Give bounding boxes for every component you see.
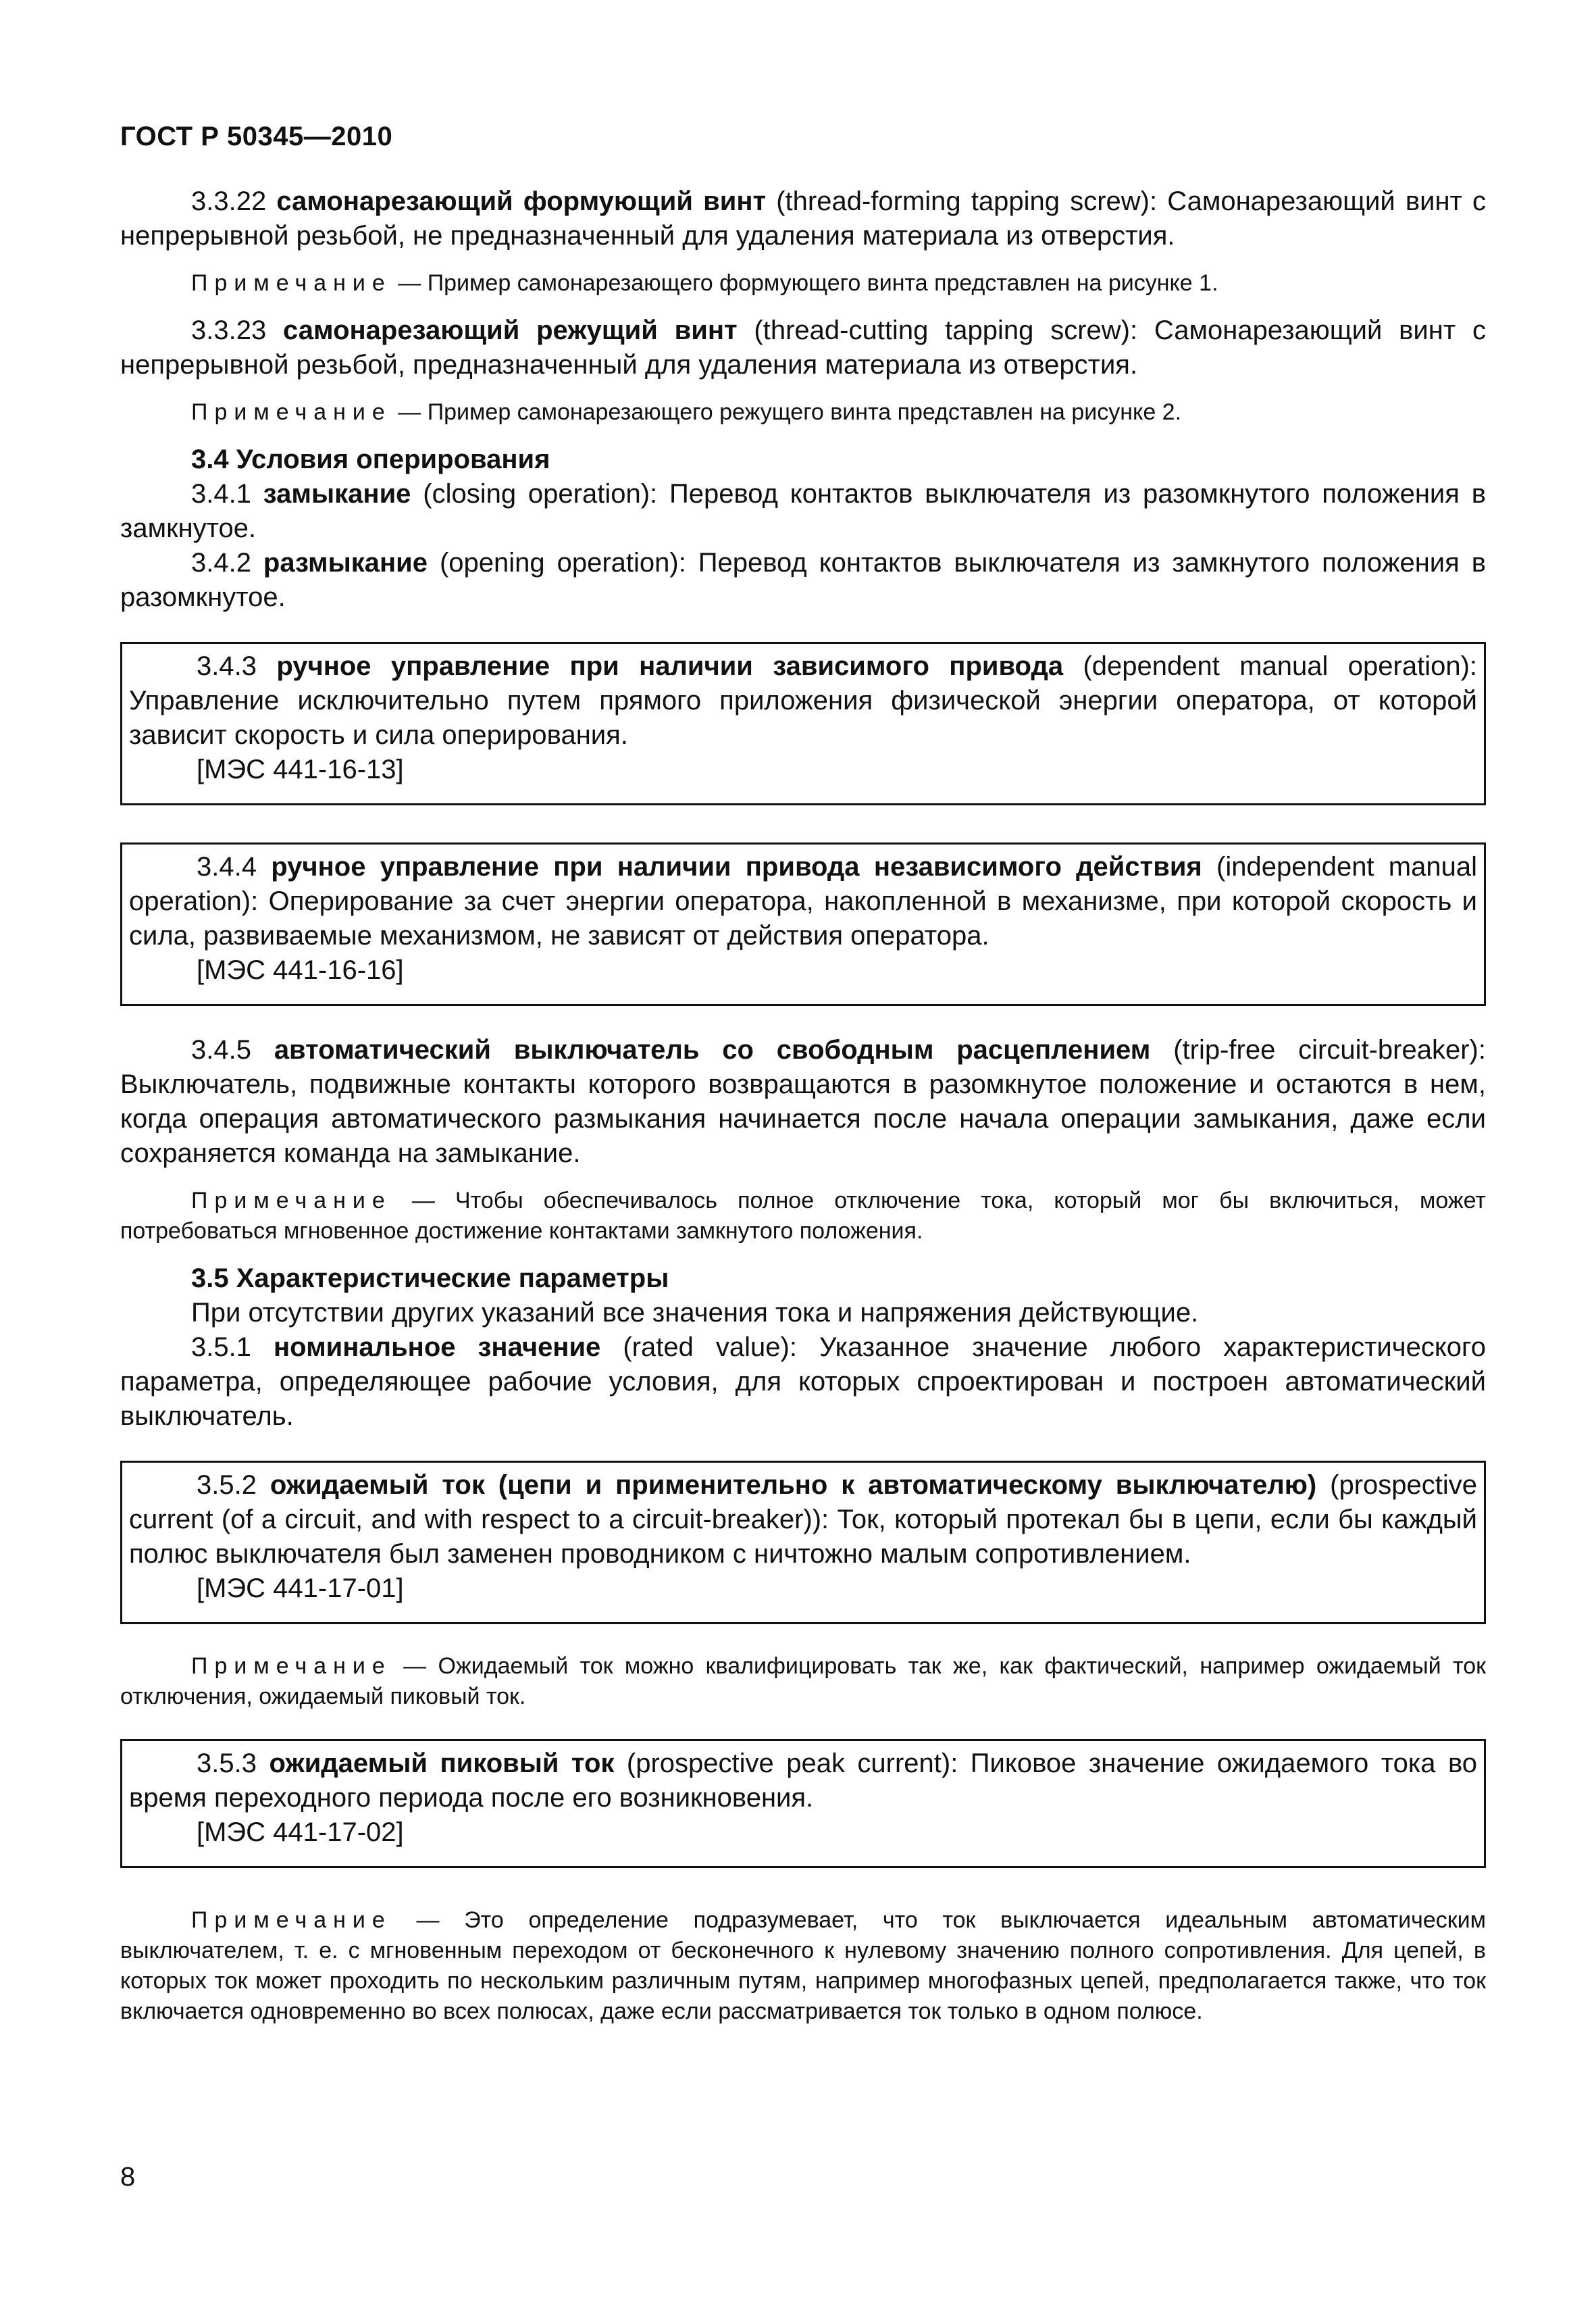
definition-3-4-5: [120, 1033, 1486, 1171]
clause-number: 3.4.4: [197, 852, 272, 882]
boxed-definition-3-5-3: [120, 1739, 1486, 1868]
note-3-3-22: [120, 268, 1486, 299]
term: самонарезающий режущий винт: [283, 316, 738, 345]
definition-3-3-23: [120, 313, 1486, 382]
clause-number: 3.3.22: [191, 186, 277, 216]
clause-number: 3.3.23: [191, 316, 284, 345]
iec-reference: [МЭС 441-17-02]: [197, 1817, 404, 1847]
term: номинальное значение: [274, 1332, 601, 1362]
term: размыкание: [263, 548, 428, 578]
clause-number: 3.5.3: [197, 1749, 269, 1778]
definition-text: (rated value): Указанное значение любого характеристического параметра, определяющее рабочие условия, для которых спроектирован и построен автоматический выключатель.: [120, 1332, 1487, 1431]
definition-text: (dependent manual operation): Управление исключительно путем прямого приложения физической энергии оператора, от которой зависит скорость и сила оперирования.: [129, 651, 1478, 750]
clause-number: 3.4.3: [197, 651, 277, 681]
definition-3-4-2: [120, 546, 1486, 615]
clause-number: 3.5.1: [191, 1332, 274, 1362]
term: ожидаемый ток (цепи и применительно к автоматическому выключателю): [269, 1470, 1317, 1500]
definition-3-5-3: [129, 1746, 1477, 1815]
clause-number: 3.5.2: [197, 1470, 270, 1500]
note-text: — Пример самонарезающего формующего винта представлен на рисунке 1.: [391, 270, 1218, 296]
boxed-definition-3-4-3: [120, 642, 1486, 805]
document-header: ГОСТ Р 50345—2010: [120, 122, 393, 151]
iec-reference: [МЭС 441-16-13]: [197, 755, 404, 784]
iec-reference: [МЭС 441-17-01]: [197, 1574, 404, 1603]
definition-3-3-22: [120, 184, 1486, 253]
definition-text: (independent manual operation): Оперирование за счет энергии оператора, накопленной в механизме, при которой скорость и сила, развиваемые механизмом, не зависят от действия оператора.: [129, 852, 1478, 951]
definition-3-4-1: [120, 477, 1486, 546]
definition-3-5-2: [129, 1468, 1477, 1571]
note-text: — Это определение подразумевает, что ток выключается идеальным автоматическим выключателем, т. е. с мгновенным переходом от бесконечного к нулевому значению полного сопротивления. Для цепей, в которых ток может проходить по нескольким различным путям, например многофазных цепей, предполагается также, что ток включается одновременно во всех полюсах, даже если рассматривается ток только в одном полюсе.: [120, 1907, 1486, 2024]
note-3-4-5: [120, 1186, 1486, 1247]
clause-number: 3.4.5: [191, 1035, 274, 1065]
clause-number: 3.4.2: [191, 548, 263, 578]
note-3-5-3: [120, 1905, 1486, 2027]
section-title-3-4: 3.4 Условия оперирования: [191, 445, 550, 474]
term: самонарезающий формующий винт: [276, 186, 767, 216]
term: замыкание: [263, 479, 411, 509]
page-number: 8: [120, 2162, 136, 2192]
note-3-3-23: [120, 397, 1486, 428]
note-label: Примечание: [191, 1907, 392, 1933]
boxed-definition-3-5-2: [120, 1461, 1486, 1624]
note-text: — Чтобы обеспечивалось полное отключение тока, который мог бы включиться, может потребоваться мгновенное достижение контактами замкнутого положения.: [120, 1188, 1486, 1244]
note-label: Примечание: [191, 399, 392, 425]
definition-text: (closing operation): Перевод контактов выключателя из разомкнутого положения в замкнутое.: [120, 479, 1486, 543]
term: ручное управление при наличии привода независимого действия: [271, 852, 1202, 882]
note-label: Примечание: [191, 270, 392, 296]
definition-text: (opening operation): Перевод контактов выключателя из замкнутого положения в разомкнутое.: [120, 548, 1487, 612]
definition-text: (prospective current (of a circuit, and with respect to a circuit-breaker)): Ток, который протекал бы в цепи, если бы каждый полюс выключателя был заменен проводником с ничтожно малым сопротивлением.: [129, 1470, 1478, 1569]
term: ожидаемый пиковый ток: [269, 1749, 615, 1778]
note-label: Примечание: [191, 1188, 392, 1213]
iec-reference: [МЭС 441-16-16]: [197, 955, 404, 985]
definition-text: (thread-forming tapping screw): Самонарезающий винт с непрерывной резьбой, не предназначенный для удаления материала из отверстия.: [120, 186, 1487, 251]
term: ручное управление при наличии зависимого привода: [276, 651, 1064, 681]
definition-3-4-3: [129, 649, 1477, 753]
note-text: — Пример самонарезающего режущего винта представлен на рисунке 2.: [391, 399, 1182, 425]
section-intro-3-5: При отсутствии других указаний все значения тока и напряжения действующие.: [191, 1298, 1199, 1328]
definition-3-5-1: [120, 1330, 1486, 1434]
note-text: — Ожидаемый ток можно квалифицировать так же, как фактический, например ожидаемый ток отключения, ожидаемый пиковый ток.: [120, 1653, 1486, 1709]
section-title-3-5: 3.5 Характеристические параметры: [191, 1263, 669, 1293]
note-label: Примечание: [191, 1653, 392, 1679]
definition-text: (prospective peak current): Пиковое значение ожидаемого тока во время переходного периода после его возникновения.: [129, 1749, 1478, 1813]
note-3-5-2: [120, 1651, 1486, 1712]
definition-text: (trip-free circuit-breaker): Выключатель, подвижные контакты которого возвращаются в разомкнутое положение и остаются в нем, когда операция автоматического размыкания начинается после начала операции замыкания, даже если сохраняется команда на замыкание.: [120, 1035, 1486, 1168]
definition-3-4-4: [129, 850, 1477, 953]
definition-text: (thread-cutting tapping screw): Самонарезающий винт с непрерывной резьбой, предназначенный для удаления материала из отверстия.: [120, 316, 1487, 380]
term: автоматический выключатель со свободным расцеплением: [274, 1035, 1151, 1065]
boxed-definition-3-4-4: [120, 842, 1486, 1006]
clause-number: 3.4.1: [191, 479, 263, 509]
document-page: [120, 122, 1486, 2027]
